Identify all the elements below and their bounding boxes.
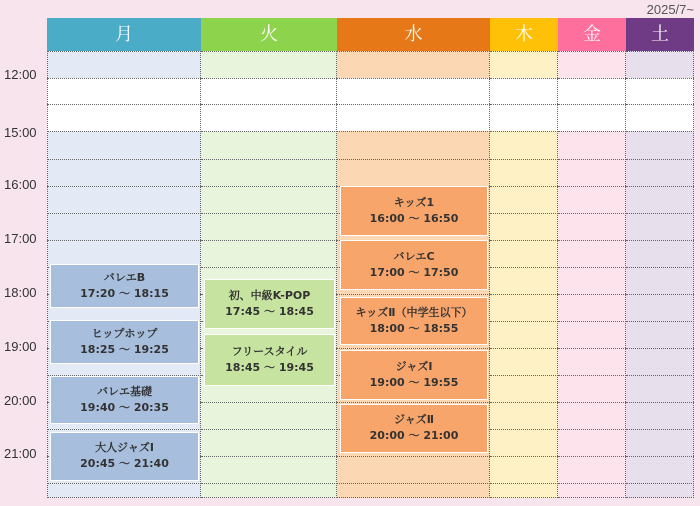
grid-row-line [490,429,558,430]
grid-row-line [47,159,201,160]
column-body-fri [558,51,626,498]
grid-row-line [337,131,490,132]
class-name: ヒップホップ [91,326,158,340]
class-name: バレエB [103,270,146,284]
grid-row-line [558,348,626,349]
blank-row [47,78,201,104]
blank-row [626,78,694,104]
grid-row-line [47,240,201,241]
grid-row-line [201,213,337,214]
grid-row-line [558,186,626,187]
class-name: 大人ジャズⅠ [95,441,154,455]
day-column-mon [47,18,201,498]
grid-row-line [558,321,626,322]
class-time: 19:00 ～ 19:55 [369,375,459,389]
grid-row-line [337,159,490,160]
grid-row-line [201,267,337,268]
class-name: 初、中級K-POP [228,288,311,302]
class-block-wed-3[interactable] [340,297,488,345]
grid-row-line [47,186,201,187]
grid-row-line [558,213,626,214]
grid-row-line [490,348,558,349]
grid-row-line [558,375,626,376]
class-time: 18:00 ～ 18:55 [369,321,459,335]
grid-row-line [47,213,201,214]
day-header-tue: 火 [201,18,337,51]
grid-row-line [558,51,626,52]
class-block-wed-4[interactable] [340,350,488,400]
grid-row-line [201,240,337,241]
grid-row-line [626,294,694,295]
grid-row-line [490,267,558,268]
grid-bottom-line [337,497,490,498]
grid-row-line [47,483,201,484]
grid-row-line [490,456,558,457]
grid-row-line [201,159,337,160]
blank-row [490,78,558,104]
blank-row [337,78,490,104]
grid-row-line [626,375,694,376]
grid-row-line [337,483,490,484]
grid-row-line [626,456,694,457]
time-label-2000: 20:00 [4,393,37,408]
grid-row-line [626,402,694,403]
grid-row-line [558,131,626,132]
grid-row-line [490,375,558,376]
day-header-thu: 木 [490,18,558,51]
grid-row-line [201,402,337,403]
grid-row-line [201,131,337,132]
grid-bottom-line [626,497,694,498]
grid-bottom-line [490,497,558,498]
day-header-mon: 月 [47,18,201,51]
grid-row-line [201,104,337,105]
grid-row-line [201,483,337,484]
grid-row-line [626,321,694,322]
grid-row-line [337,348,490,349]
class-block-mon-2[interactable] [50,320,199,364]
day-column-fri [558,18,626,498]
grid-row-line [626,159,694,160]
class-time: 17:20 ～ 18:15 [80,286,169,300]
grid-bottom-line [201,497,337,498]
class-time: 17:00 ～ 17:50 [369,265,459,279]
class-time: 18:45 ～ 19:45 [225,360,314,374]
class-name: キッズ1 [393,195,435,209]
grid-row-line [558,78,626,79]
class-block-wed-1[interactable] [340,186,488,236]
grid-row-line [490,294,558,295]
time-label-1200: 12:00 [4,67,37,82]
grid-row-line [558,104,626,105]
time-label-1700: 17:00 [4,231,37,246]
grid-row-line [558,294,626,295]
grid-bottom-line [47,497,201,498]
day-column-tue [201,18,337,498]
day-column-thu [490,18,558,498]
grid-row-line [558,267,626,268]
grid-row-line [490,186,558,187]
time-label-1500: 15:00 [4,125,37,140]
time-label-1900: 19:00 [4,339,37,354]
blank-row [337,104,490,131]
class-block-tue-1[interactable] [204,279,335,329]
class-name: キッズⅡ（中学生以下） [355,305,473,319]
grid-row-line [558,402,626,403]
day-header-fri: 金 [558,18,626,51]
blank-row [558,78,626,104]
grid-row-line [490,104,558,105]
grid-row-line [626,131,694,132]
grid-row-line [626,429,694,430]
blank-row [558,104,626,131]
grid-row-line [626,51,694,52]
column-body-tue [201,51,337,498]
time-label-1600: 16:00 [4,177,37,192]
grid-column-line [47,51,48,498]
class-name: ジャズⅡ [393,413,435,427]
class-time: 18:25 ～ 19:25 [80,342,169,356]
grid-row-line [558,483,626,484]
grid-row-line [490,159,558,160]
blank-row [201,78,337,104]
grid-row-line [558,456,626,457]
blank-row [201,104,337,131]
blank-row [490,104,558,131]
grid-row-line [201,456,337,457]
blank-row [626,104,694,131]
time-label-2100: 21:00 [4,446,37,461]
class-name: バレエ基礎 [97,384,152,398]
grid-row-line [337,104,490,105]
class-time: 20:45 ～ 21:40 [80,457,169,470]
grid-row-line [47,78,201,79]
class-time: 16:00 ～ 16:50 [369,211,459,225]
grid-row-line [490,51,558,52]
day-header-sat: 土 [626,18,694,51]
class-block-mon-3[interactable] [50,376,199,424]
grid-row-line [626,213,694,214]
grid-row-line [47,131,201,132]
grid-row-line [337,402,490,403]
grid-row-line [490,213,558,214]
grid-row-line [201,78,337,79]
class-name: ジャズⅠ [395,359,433,373]
grid-row-line [47,104,201,105]
day-column-sat [626,18,694,498]
class-name: バレエC [393,249,435,263]
grid-row-line [490,131,558,132]
grid-row-line [626,78,694,79]
grid-row-line [558,159,626,160]
grid-row-line [558,240,626,241]
grid-row-line [626,104,694,105]
grid-row-line [337,456,490,457]
class-name: フリースタイル [231,344,308,358]
grid-row-line [201,186,337,187]
version-label: 2025/7~ [646,2,694,17]
blank-row [47,104,201,131]
grid-row-line [558,429,626,430]
grid-column-line [693,51,694,498]
grid-row-line [626,186,694,187]
schedule-grid [47,18,694,498]
grid-row-line [47,51,201,52]
class-block-tue-2[interactable] [204,334,335,386]
grid-row-line [490,483,558,484]
grid-row-line [626,483,694,484]
grid-row-line [337,294,490,295]
grid-row-line [490,402,558,403]
class-block-mon-1[interactable] [50,264,199,308]
class-block-wed-5[interactable] [340,404,488,453]
grid-row-line [490,240,558,241]
grid-row-line [626,348,694,349]
column-body-sat [626,51,694,498]
grid-bottom-line [558,497,626,498]
grid-row-line [47,429,201,430]
grid-row-line [337,51,490,52]
grid-row-line [490,78,558,79]
class-time: 17:45 ～ 18:45 [225,304,314,318]
grid-row-line [490,321,558,322]
grid-row-line [626,267,694,268]
class-block-mon-4[interactable] [50,432,199,481]
grid-row-line [337,78,490,79]
column-body-thu [490,51,558,498]
class-time: 19:40 ～ 20:35 [80,400,169,414]
grid-row-line [201,51,337,52]
grid-row-line [201,429,337,430]
class-time: 20:00 ～ 21:00 [369,429,459,442]
class-block-wed-2[interactable] [340,240,488,290]
time-label-1800: 18:00 [4,285,37,300]
grid-row-line [626,240,694,241]
day-header-wed: 水 [337,18,490,51]
